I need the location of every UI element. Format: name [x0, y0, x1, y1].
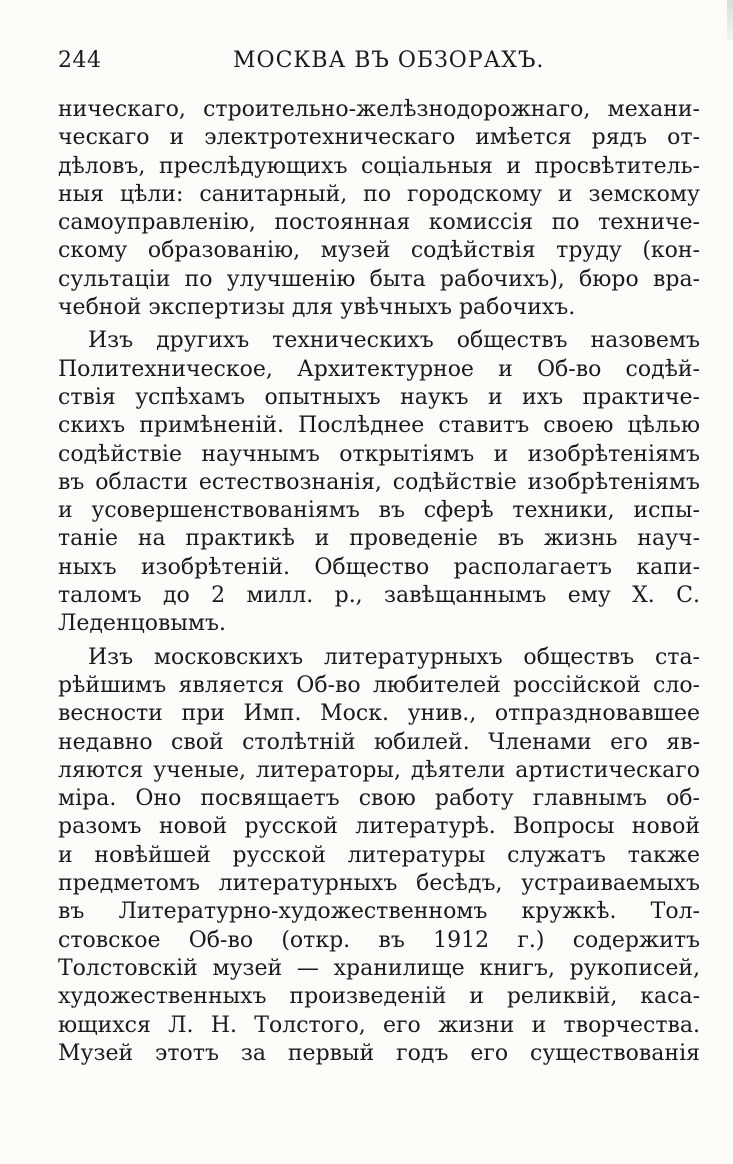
page-header	[58, 48, 700, 80]
paragraph	[58, 96, 700, 322]
text-line: въ области естествознанія, содѣйствіе изобрѣтеніямъ	[58, 469, 700, 495]
text-line: ныхъ изобрѣтеній. Общество располагаетъ капи-	[58, 554, 700, 580]
text-line: предметомъ литературныхъ бесѣдъ, устраиваемыхъ	[58, 871, 700, 897]
text-line: ющихся Л. Н. Толстого, его жизни и творчества.	[58, 1012, 700, 1038]
text-line: ническаго, строительно-желѣзнодорожнаго, механи-	[58, 97, 700, 122]
text-line: и усовершенствованіямъ въ сферѣ техники, испы-	[58, 498, 700, 524]
text-line: содѣйствіе научнымъ открытіямъ и изобрѣтеніямъ	[58, 441, 700, 467]
text-line: ческаго и электротехническаго имѣется рядъ от-	[58, 125, 700, 151]
text-line: скихъ примѣненій. Послѣднее ставитъ своею цѣлью	[58, 413, 700, 439]
text-line: стовское Об-во (откр. въ 1912 г.) содержитъ	[58, 927, 700, 953]
text-line: художественныхъ произведеній и реликвій, каса-	[58, 984, 700, 1010]
text-line: дѣловъ, преслѣдующихъ соціальныя и просвѣтитель-	[58, 153, 700, 179]
paragraph	[58, 644, 700, 1068]
text-line: таніе на практикѣ и проведеніе въ жизнь науч-	[58, 526, 700, 552]
text-line: ствія успѣхамъ опытныхъ наукъ и ихъ практиче-	[58, 384, 700, 410]
page-number: 244	[58, 48, 102, 73]
text-line: разомъ новой русской литературѣ. Вопросы новой	[58, 814, 700, 840]
text-line: недавно свой столѣтній юбилей. Членами его яв-	[58, 729, 700, 755]
text-line: Изъ другихъ техническихъ обществъ назовемъ	[88, 328, 700, 354]
text-line: таломъ до 2 милл. р., завѣщаннымъ ему Х. С.	[58, 583, 700, 609]
body-text	[58, 96, 700, 1068]
paragraph	[58, 327, 700, 638]
page-edge-shadow	[727, 0, 733, 40]
text-line: и новѣйшей русской литературы служатъ также	[58, 842, 700, 868]
running-head: МОСКВА ВЪ ОБЗОРАХЪ.	[233, 48, 545, 73]
text-line: Толстовскій музей — хранилище книгъ, рукописей,	[58, 955, 700, 981]
text-line: скому образованію, музей содѣйствія труду (кон-	[58, 238, 700, 264]
text-line: весности при Имп. Моск. унив., отпраздновавшее	[58, 701, 700, 727]
text-line: чебной экспертизы для увѣчныхъ рабочихъ.	[58, 295, 576, 321]
text-line: Изъ московскихъ литературныхъ обществъ ста-	[88, 644, 700, 670]
text-line: Леденцовымъ.	[58, 611, 226, 637]
text-line: міра. Оно посвящаетъ свою работу главнымъ об-	[58, 786, 700, 812]
text-line: въ Литературно-художественномъ кружкѣ. Тол-	[58, 899, 700, 925]
text-line: Музей этотъ за первый годъ его существованія	[58, 1040, 700, 1066]
text-line: самоуправленію, постоянная комиссія по техниче-	[58, 210, 700, 236]
text-line: сультаціи по улучшенію быта рабочихъ), бюро вра-	[58, 266, 700, 292]
text-line: ныя цѣли: санитарный, по городскому и земскому	[58, 181, 700, 207]
text-line: ляются ученые, литераторы, дѣятели артистическаго	[58, 757, 700, 783]
text-line: Политехническое, Архитектурное и Об-во содѣй-	[58, 356, 700, 382]
text-line: рѣйшимъ является Об-во любителей россійской сло-	[58, 672, 700, 698]
